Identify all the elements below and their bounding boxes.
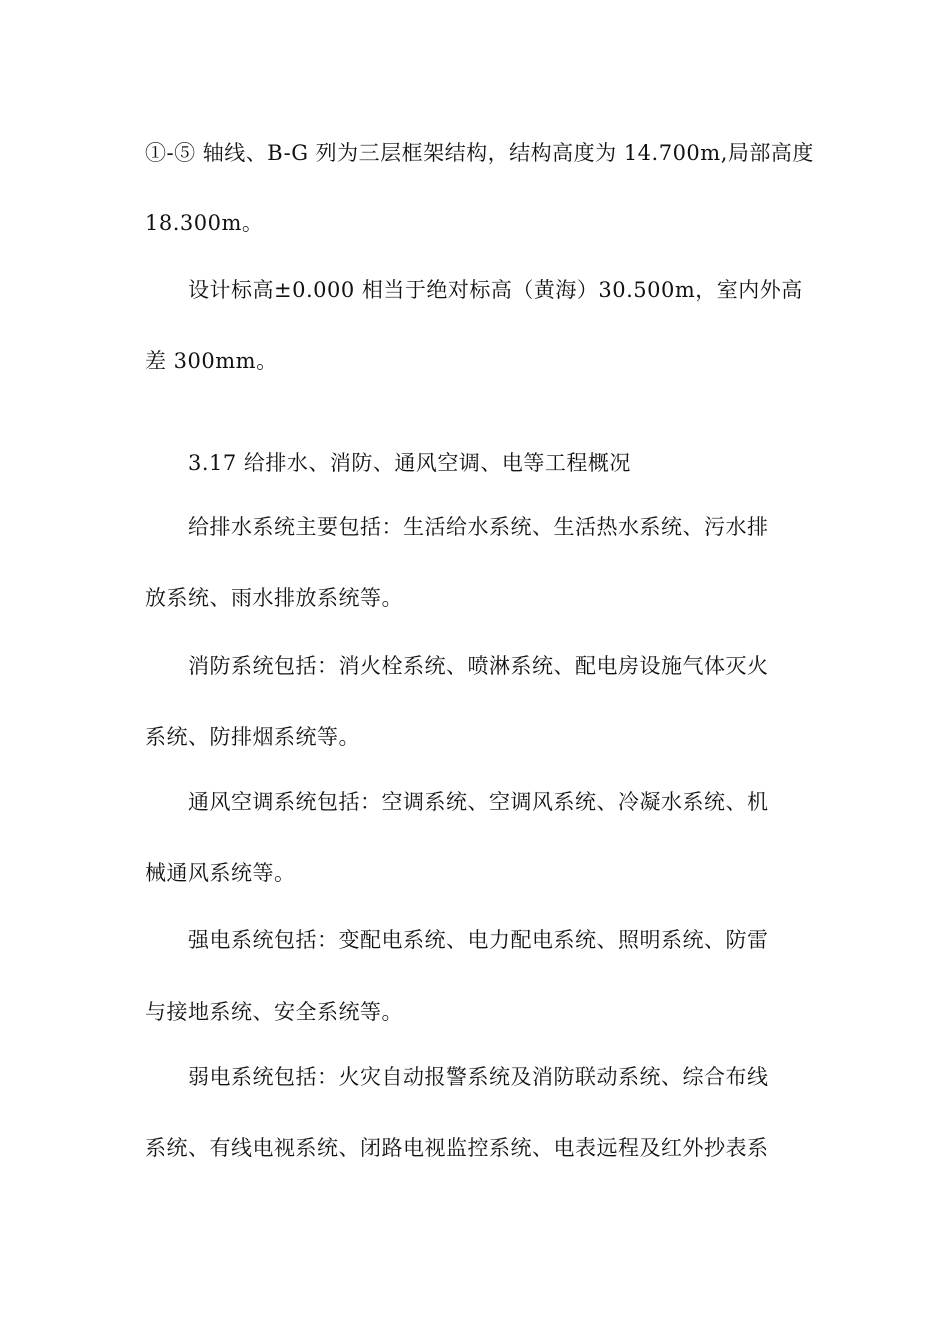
section-heading: 3.17 给排水、消防、通风空调、电等工程概况 xyxy=(188,451,631,475)
paragraph-line-water-cont: 放系统、雨水排放系统等。 xyxy=(145,586,403,610)
paragraph-line-hvac: 通风空调系统包括：空调系统、空调风系统、冷凝水系统、机 xyxy=(188,790,769,814)
paragraph-line-weak-power: 弱电系统包括：火灾自动报警系统及消防联动系统、综合布线 xyxy=(188,1065,769,1089)
paragraph-line-structure-cont: 18.300m。 xyxy=(145,211,264,235)
paragraph-line-hvac-cont: 械通风系统等。 xyxy=(145,861,296,885)
paragraph-line-weak-power-cont: 系统、有线电视系统、闭路电视监控系统、电表远程及红外抄表系 xyxy=(145,1136,769,1160)
paragraph-line-elevation-cont: 差 300mm。 xyxy=(145,349,278,373)
paragraph-line-fire: 消防系统包括：消火栓系统、喷淋系统、配电房设施气体灭火 xyxy=(188,654,769,678)
paragraph-line-elevation: 设计标高±0.000 相当于绝对标高（黄海）30.500m，室内外高 xyxy=(188,278,803,302)
paragraph-line-structure: ①-⑤ 轴线、B-G 列为三层框架结构，结构高度为 14.700m,局部高度 xyxy=(145,141,814,165)
paragraph-line-water: 给排水系统主要包括：生活给水系统、生活热水系统、污水排 xyxy=(188,515,769,539)
paragraph-line-strong-power-cont: 与接地系统、安全系统等。 xyxy=(145,1000,403,1024)
paragraph-line-strong-power: 强电系统包括：变配电系统、电力配电系统、照明系统、防雷 xyxy=(188,928,769,952)
paragraph-line-fire-cont: 系统、防排烟系统等。 xyxy=(145,725,360,749)
